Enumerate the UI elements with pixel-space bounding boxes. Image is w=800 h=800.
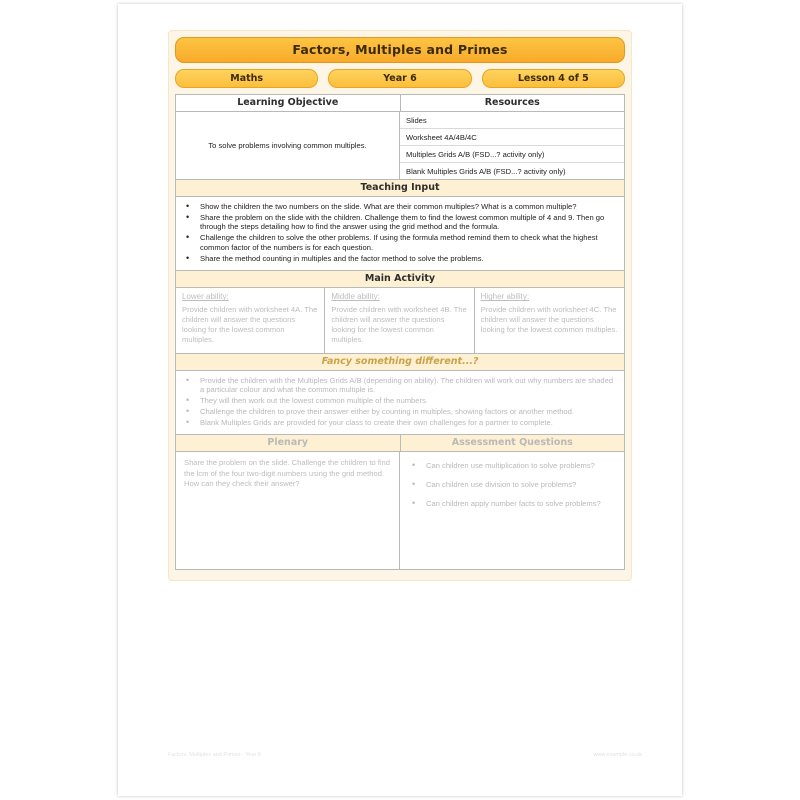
list-item: • Can children use multiplication to solve problems? [410, 461, 614, 471]
lesson-plan-sheet [168, 30, 632, 581]
list-item: Blank Multiples Grids A/B (FSD...? activity only) [406, 166, 566, 176]
ability-title: Higher ability: [480, 292, 530, 302]
teaching-input-section [176, 197, 624, 271]
lesson-plan-table [175, 94, 625, 570]
list-item: • Blank Multiples Grids are provided for your class to create their own challenges for a partner to complete. [184, 418, 616, 428]
teaching-input-list [176, 197, 624, 270]
list-item: • Provide the children with the Multiples Grids A/B (depending on ability). The children will work out why numbers are shaded a particular colour and what the common multiple is. [184, 376, 616, 395]
header-fancy-something-different: Fancy something different...? [176, 354, 624, 371]
footer-left-text: Factors, Multiples and Primes - Year 6 [168, 752, 261, 758]
main-activity-section [176, 288, 624, 353]
list-item: • Challenge the children to prove their answer either by counting in multiples, showing factors or another method. [184, 407, 616, 417]
page-footer [168, 752, 642, 758]
ability-text: Provide children with worksheet 4C. The children will answer the questions looking for the lowest common multiples. [480, 305, 618, 335]
ability-group-higher [475, 288, 624, 353]
header-main-activity: Main Activity [176, 271, 624, 288]
resources-list [400, 112, 624, 180]
list-item: • Can children apply number facts to solve problems? [410, 499, 614, 509]
assessment-questions-list [402, 456, 622, 515]
list-item: • Share the problem on the slide with the children. Challenge them to find the lowest common multiple of 4 and 9. Then go through the steps detailing how to find the answer using the grid method and the formula. [184, 213, 616, 232]
list-item: • Show the children the two numbers on the slide. What are their common multiples? What is a common multiple? [184, 202, 616, 212]
list-item: • Share the method counting in multiples and the factor method to solve the problems. [184, 254, 616, 264]
document-page [118, 4, 682, 796]
meta-pill-lesson: Lesson 4 of 5 [482, 69, 625, 88]
meta-pill-row [175, 69, 625, 88]
header-teaching-input: Teaching Input [176, 180, 624, 197]
plenary-assessment-row [176, 452, 624, 570]
header-resources: Resources [401, 95, 625, 112]
ability-title: Lower ability: [182, 292, 229, 302]
header-plenary: Plenary [176, 435, 401, 452]
fancy-something-different-section [176, 371, 624, 436]
list-item: • They will then work out the lowest common multiple of the numbers. [184, 396, 616, 406]
meta-pill-year: Year 6 [328, 69, 471, 88]
header-learning-objective: Learning Objective [176, 95, 401, 112]
ability-group-middle [325, 288, 474, 353]
learning-objective-text: To solve problems involving common multiples. [176, 112, 400, 180]
meta-pill-subject: Maths [175, 69, 318, 88]
list-item: • Can children use division to solve problems? [410, 480, 614, 490]
section-header-row [176, 95, 624, 112]
assessment-questions-section [400, 452, 624, 570]
list-item: • Challenge the children to solve the other problems. If using the formula method remind them to check what the highest common factor of the numbers is for each question. [184, 233, 616, 252]
ability-title: Middle ability: [331, 292, 380, 302]
list-item: Slides [400, 112, 624, 129]
page-title: Factors, Multiples and Primes [175, 37, 625, 63]
ability-text: Provide children with worksheet 4B. The children will answer the questions looking for the lowest common multiples. [331, 305, 467, 344]
ability-text: Provide children with worksheet 4A. The children will answer the questions looking for the lowest common multiples. [182, 305, 318, 344]
header-assessment-questions: Assessment Questions [401, 435, 625, 452]
list-item: Multiples Grids A/B (FSD...? activity only) [400, 146, 624, 163]
fancy-something-different-list [176, 371, 624, 435]
plenary-text: Share the problem on the slide. Challenge the children to find the lcm of the four two-digit numbers using the grid method. How can they check their answer? [176, 452, 400, 570]
plenary-assessment-header-row [176, 435, 624, 452]
list-item: Worksheet 4A/4B/4C [400, 129, 624, 146]
footer-right-text: www.example.co.uk [593, 752, 642, 758]
ability-group-lower [176, 288, 325, 353]
objective-resources-row [176, 112, 624, 180]
